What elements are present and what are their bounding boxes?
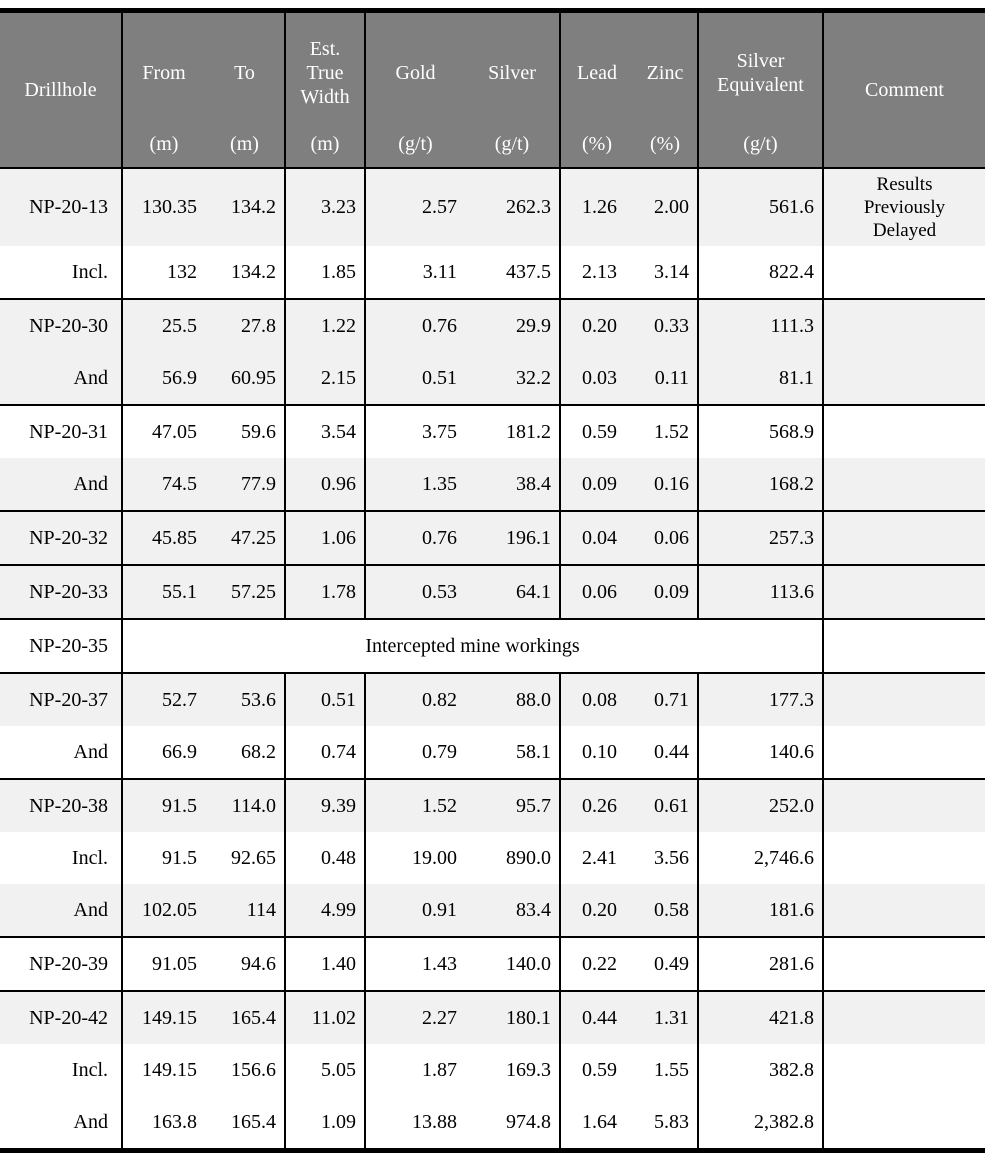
cell-zinc: 0.06 [633, 511, 698, 565]
cell-from: 47.05 [152, 420, 197, 443]
cell-zinc: 0.44 [633, 726, 698, 779]
cell-lead: 0.10 [560, 726, 633, 779]
cell-comment [823, 832, 985, 884]
table-row [0, 565, 985, 619]
cell-gold: 0.79 [365, 726, 465, 779]
cell-width: 5.05 [285, 1044, 365, 1096]
cell-zinc: 0.58 [633, 884, 698, 937]
header-label-drillhole: Drillhole [24, 78, 97, 101]
cell-gold: 0.53 [365, 565, 465, 619]
table-row [0, 458, 985, 511]
header-label-zinc: Zinc [646, 62, 684, 84]
cell-width: 1.06 [285, 511, 365, 565]
cell-to: 59.6 [205, 405, 285, 458]
cell-gold: 1.43 [365, 937, 465, 991]
cell-from: 52.7 [122, 673, 205, 726]
cell-zinc: 0.16 [633, 458, 698, 511]
cell-silver: 181.2 [465, 405, 560, 458]
cell-gold: 2.57 [365, 168, 465, 246]
header-cell-from [122, 11, 205, 169]
header-unit-silver: (g/t) [494, 133, 530, 155]
cell-lead: 2.13 [560, 246, 633, 299]
cell-lead: 1.26 [560, 168, 633, 246]
cell-to: 165.4 [205, 991, 285, 1044]
cell-drillhole: And [0, 458, 122, 511]
cell-lead: 0.06 [560, 565, 633, 619]
table-row [0, 619, 985, 673]
cell-zinc: 0.09 [633, 565, 698, 619]
cell-width: 0.74 [285, 726, 365, 779]
cell-drillhole: NP-20-32 [0, 511, 122, 565]
cell-to: 77.9 [205, 458, 285, 511]
cell-lead: 0.20 [560, 299, 633, 352]
header-label-silver: Silver [488, 62, 536, 84]
cell-silver_eq: 81.1 [698, 352, 823, 405]
cell-from: 102.05 [122, 884, 205, 937]
table-row [0, 168, 985, 246]
cell-comment [823, 779, 985, 832]
cell-silver: 262.3 [465, 168, 560, 246]
table-row [0, 937, 985, 991]
cell-lead: 0.09 [560, 458, 633, 511]
cell-silver: 58.1 [465, 726, 560, 779]
cell-drillhole: Incl. [0, 1044, 122, 1096]
cell-lead: 0.44 [560, 991, 633, 1044]
cell-from: 130.35 [122, 168, 205, 246]
cell-zinc: 5.83 [633, 1096, 698, 1151]
header-label-from: From [142, 62, 186, 84]
cell-from: 163.8 [152, 1110, 197, 1133]
cell-lead: 0.26 [560, 779, 633, 832]
header-cell-to [205, 11, 285, 169]
cell-comment [823, 937, 985, 991]
cell-from: 55.1 [122, 565, 205, 619]
cell-gold: 0.91 [365, 884, 465, 937]
cell-lead: 0.22 [560, 937, 633, 991]
cell-comment [823, 405, 985, 458]
cell-lead: 0.59 [582, 420, 617, 443]
cell-comment [823, 884, 985, 937]
cell-gold: 13.88 [412, 1110, 457, 1133]
header-unit-width: (m) [310, 133, 340, 155]
table-row [0, 726, 985, 779]
header-cell-width [285, 11, 365, 169]
cell-silver_eq: 281.6 [698, 937, 823, 991]
header-label-gold: Gold [395, 62, 436, 84]
cell-drillhole: Incl. [0, 832, 122, 884]
cell-from: 149.15 [142, 1058, 197, 1081]
cell-width: 9.39 [285, 779, 365, 832]
cell-comment [823, 726, 985, 779]
cell-zinc: 3.14 [633, 246, 698, 299]
header-unit-zinc: (%) [650, 133, 680, 155]
cell-to: 68.2 [205, 726, 285, 779]
cell-silver: 83.4 [465, 884, 560, 937]
cell-width: 0.96 [285, 458, 365, 511]
cell-comment [823, 511, 985, 565]
table-row [0, 246, 985, 299]
cell-drillhole: NP-20-31 [0, 405, 122, 458]
cell-lead: 0.04 [560, 511, 633, 565]
cell-comment [823, 673, 985, 726]
cell-comment [823, 352, 985, 405]
cell-silver: 180.1 [465, 991, 560, 1044]
cell-width: 3.23 [285, 168, 365, 246]
cell-from: 149.15 [122, 991, 205, 1044]
cell-width: 1.78 [285, 565, 365, 619]
cell-to: 114 [205, 884, 285, 937]
header-cell-gold [365, 11, 465, 169]
cell-silver_eq: 2,746.6 [698, 832, 823, 884]
header-cell-lead [560, 11, 633, 169]
cell-lead: 0.59 [582, 1058, 617, 1081]
table-row [0, 405, 985, 458]
cell-zinc: 1.55 [633, 1044, 698, 1096]
cell-to: 94.6 [205, 937, 285, 991]
drill-results-table [0, 8, 985, 1153]
cell-zinc: 1.52 [633, 405, 698, 458]
cell-to: 134.2 [205, 168, 285, 246]
cell-to: 27.8 [205, 299, 285, 352]
table-row [0, 884, 985, 937]
header-unit-from: (m) [149, 133, 179, 155]
cell-silver: 29.9 [465, 299, 560, 352]
table-row [0, 1096, 985, 1151]
cell-drillhole: And [0, 884, 122, 937]
cell-silver: 169.3 [465, 1044, 560, 1096]
cell-comment [823, 991, 985, 1044]
cell-lead: 2.41 [582, 846, 617, 869]
cell-silver_eq: 822.4 [698, 246, 823, 299]
cell-silver_eq: 421.8 [698, 991, 823, 1044]
cell-width: 11.02 [285, 991, 365, 1044]
cell-drillhole: NP-20-30 [0, 299, 122, 352]
cell-silver: 974.8 [465, 1096, 560, 1151]
cell-drillhole: And [0, 726, 122, 779]
cell-width: 1.40 [285, 937, 365, 991]
cell-gold: 3.11 [365, 246, 465, 299]
cell-to: 57.25 [205, 565, 285, 619]
cell-from: 132 [122, 246, 205, 299]
header-label-to: To [234, 62, 255, 84]
cell-silver_eq: 252.0 [698, 779, 823, 832]
cell-from: 91.05 [122, 937, 205, 991]
cell-from: 91.5 [162, 846, 197, 869]
cell-silver: 32.2 [465, 352, 560, 405]
cell-gold: 1.52 [365, 779, 465, 832]
cell-to: 92.65 [205, 832, 285, 884]
cell-silver_eq: 111.3 [698, 299, 823, 352]
table-row [0, 832, 985, 884]
cell-gold: 3.75 [422, 420, 457, 443]
cell-silver_eq: 113.6 [698, 565, 823, 619]
cell-gold: 0.51 [365, 352, 465, 405]
header-cell-comment [823, 11, 985, 169]
cell-drillhole: NP-20-39 [0, 937, 122, 991]
table-row [0, 299, 985, 352]
cell-silver_eq: 568.9 [698, 405, 823, 458]
table-row [0, 352, 985, 405]
header-label-width: Est. True Width [300, 38, 350, 108]
cell-width: 3.54 [285, 405, 365, 458]
table-row [0, 1044, 985, 1096]
cell-zinc: 0.11 [633, 352, 698, 405]
cell-lead: 0.03 [560, 352, 633, 405]
cell-silver: 140.0 [465, 937, 560, 991]
cell-zinc: 0.49 [633, 937, 698, 991]
cell-zinc: 0.61 [633, 779, 698, 832]
table-row [0, 991, 985, 1044]
cell-drillhole: NP-20-35 [0, 619, 122, 673]
header-cell-silver [465, 11, 560, 169]
cell-comment [823, 565, 985, 619]
cell-silver_eq: 382.8 [698, 1044, 823, 1096]
cell-zinc: 1.31 [633, 991, 698, 1044]
cell-to: 165.4 [205, 1096, 285, 1151]
cell-silver: 38.4 [465, 458, 560, 511]
header-row [0, 11, 985, 169]
cell-from: 74.5 [122, 458, 205, 511]
cell-from: 56.9 [122, 352, 205, 405]
cell-drillhole: NP-20-38 [0, 779, 122, 832]
cell-silver_eq: 140.6 [698, 726, 823, 779]
cell-lead: 1.64 [582, 1110, 617, 1133]
cell-width: 1.22 [285, 299, 365, 352]
cell-merged-note: Intercepted mine workings [122, 619, 823, 673]
cell-silver_eq: 2,382.8 [698, 1096, 823, 1151]
table-row [0, 511, 985, 565]
cell-gold: 2.27 [365, 991, 465, 1044]
cell-silver: 196.1 [465, 511, 560, 565]
cell-gold: 1.35 [365, 458, 465, 511]
cell-drillhole: NP-20-42 [0, 991, 122, 1044]
cell-silver: 64.1 [465, 565, 560, 619]
cell-zinc: 3.56 [633, 832, 698, 884]
cell-comment [823, 619, 985, 673]
cell-comment: Results Previously Delayed [823, 168, 985, 246]
header-label-comment: Comment [865, 78, 944, 101]
header-cell-zinc [633, 11, 698, 169]
cell-width: 1.85 [285, 246, 365, 299]
cell-lead: 0.08 [560, 673, 633, 726]
header-unit-gold: (g/t) [398, 133, 433, 155]
document-page [0, 8, 985, 1133]
cell-width: 1.09 [285, 1096, 365, 1151]
cell-zinc: 0.33 [633, 299, 698, 352]
cell-drillhole: NP-20-37 [0, 673, 122, 726]
cell-silver: 95.7 [465, 779, 560, 832]
cell-silver_eq: 561.6 [698, 168, 823, 246]
header-unit-silver-equivalent: (g/t) [743, 133, 778, 155]
cell-width: 0.48 [285, 832, 365, 884]
cell-drillhole: NP-20-33 [0, 565, 122, 619]
table-row [0, 779, 985, 832]
cell-drillhole: And [0, 352, 122, 405]
cell-comment [823, 1044, 985, 1096]
cell-silver: 88.0 [465, 673, 560, 726]
table-header [0, 11, 985, 169]
cell-zinc: 2.00 [633, 168, 698, 246]
cell-silver_eq: 168.2 [698, 458, 823, 511]
cell-width: 0.51 [285, 673, 365, 726]
header-label-lead: Lead [577, 62, 617, 84]
cell-width: 4.99 [285, 884, 365, 937]
header-unit-to: (m) [230, 133, 259, 155]
cell-drillhole: Incl. [0, 246, 122, 299]
cell-to: 114.0 [205, 779, 285, 832]
cell-comment [823, 1096, 985, 1151]
cell-from: 66.9 [122, 726, 205, 779]
cell-drillhole: NP-20-13 [0, 168, 122, 246]
cell-zinc: 0.71 [633, 673, 698, 726]
header-label-silver-equivalent: Silver Equivalent [717, 50, 804, 96]
cell-to: 156.6 [205, 1044, 285, 1096]
cell-gold: 0.76 [365, 511, 465, 565]
cell-to: 53.6 [205, 673, 285, 726]
cell-width: 2.15 [285, 352, 365, 405]
cell-silver: 437.5 [465, 246, 560, 299]
cell-silver: 890.0 [465, 832, 560, 884]
cell-comment [823, 458, 985, 511]
cell-to: 60.95 [205, 352, 285, 405]
table-body [0, 168, 985, 1151]
header-cell-silver-equivalent [698, 11, 823, 169]
header-cell-drillhole [0, 11, 122, 169]
table-row [0, 673, 985, 726]
cell-to: 134.2 [205, 246, 285, 299]
cell-from: 25.5 [122, 299, 205, 352]
cell-gold: 0.82 [365, 673, 465, 726]
cell-lead: 0.20 [560, 884, 633, 937]
cell-silver_eq: 257.3 [698, 511, 823, 565]
cell-from: 91.5 [122, 779, 205, 832]
cell-gold: 19.00 [412, 846, 457, 869]
cell-silver_eq: 177.3 [698, 673, 823, 726]
cell-from: 45.85 [122, 511, 205, 565]
cell-to: 47.25 [205, 511, 285, 565]
cell-comment [823, 299, 985, 352]
cell-comment [823, 246, 985, 299]
cell-drillhole: And [0, 1096, 122, 1151]
cell-gold: 1.87 [422, 1058, 457, 1081]
header-unit-lead: (%) [582, 133, 612, 155]
cell-gold: 0.76 [365, 299, 465, 352]
cell-silver_eq: 181.6 [698, 884, 823, 937]
